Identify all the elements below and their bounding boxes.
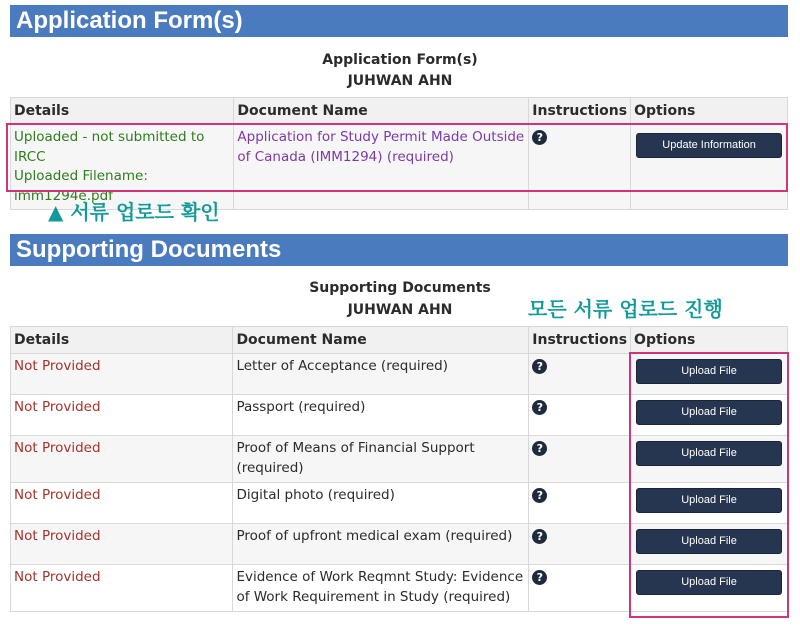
application-forms-caption-name: JUHWAN AHN xyxy=(347,73,453,89)
table-row xyxy=(11,565,788,612)
upload-file-button[interactable]: Upload File xyxy=(636,359,782,384)
update-information-button[interactable]: Update Information xyxy=(636,133,782,158)
document-name: Proof of upfront medical exam (required) xyxy=(233,524,529,565)
upload-status xyxy=(11,125,234,210)
application-forms-table xyxy=(10,97,788,210)
table-row xyxy=(11,524,788,565)
question-circle-icon[interactable]: ? xyxy=(532,441,547,456)
instructions-cell xyxy=(529,483,631,524)
column-header-details: Details xyxy=(11,327,233,354)
uploaded-filename: imm1294e.pdf xyxy=(14,187,113,204)
upload-file-button[interactable]: Upload File xyxy=(636,529,782,554)
document-link[interactable]: Application for Study Permit Made Outside of Canada (IMM1294) (required) xyxy=(237,129,525,165)
document-name: Evidence of Work Reqmnt Study: Evidence of Work Requirement in Study (required) xyxy=(233,565,529,612)
question-circle-icon[interactable]: ? xyxy=(532,570,547,585)
document-status: Not Provided xyxy=(11,354,233,395)
options-cell xyxy=(631,436,788,483)
options-cell xyxy=(631,524,788,565)
table-row xyxy=(11,125,788,210)
instructions-cell xyxy=(529,125,631,210)
column-header-document-name: Document Name xyxy=(233,327,529,354)
instructions-cell xyxy=(529,524,631,565)
document-status: Not Provided xyxy=(11,436,233,483)
instructions-cell xyxy=(529,436,631,483)
column-header-options: Options xyxy=(631,327,788,354)
table-header-row xyxy=(11,98,788,125)
supporting-documents-table xyxy=(10,326,788,612)
options-cell xyxy=(631,125,788,210)
options-cell xyxy=(631,565,788,612)
status-line: Uploaded Filename: xyxy=(14,168,148,184)
document-status: Not Provided xyxy=(11,565,233,612)
table-row xyxy=(11,354,788,395)
table-header-row xyxy=(11,327,788,354)
options-cell xyxy=(631,354,788,395)
column-header-instructions: Instructions xyxy=(529,98,631,125)
question-circle-icon[interactable]: ? xyxy=(532,488,547,503)
instructions-cell xyxy=(529,354,631,395)
question-circle-icon[interactable]: ? xyxy=(532,400,547,415)
column-header-document-name: Document Name xyxy=(234,98,529,125)
instructions-cell xyxy=(529,565,631,612)
column-header-details: Details xyxy=(11,98,234,125)
question-circle-icon[interactable]: ? xyxy=(532,130,547,145)
document-name: Digital photo (required) xyxy=(233,483,529,524)
application-forms-header: Application Form(s) xyxy=(10,5,788,37)
document-status: Not Provided xyxy=(11,524,233,565)
supporting-documents-caption-name: JUHWAN AHN xyxy=(347,302,453,318)
question-circle-icon[interactable]: ? xyxy=(532,529,547,544)
document-status: Not Provided xyxy=(11,483,233,524)
upload-file-button[interactable]: Upload File xyxy=(636,400,782,425)
document-name: Proof of Means of Financial Support (required) xyxy=(233,436,529,483)
options-cell xyxy=(631,483,788,524)
options-cell xyxy=(631,395,788,436)
upload-file-button[interactable]: Upload File xyxy=(636,441,782,466)
annotation-upload-confirm: ▲ 서류 업로드 확인 xyxy=(48,200,220,224)
application-forms-caption-title: Application Form(s) xyxy=(322,52,478,68)
instructions-cell xyxy=(529,395,631,436)
upload-file-button[interactable]: Upload File xyxy=(636,488,782,513)
document-name-cell xyxy=(234,125,529,210)
table-row xyxy=(11,483,788,524)
supporting-documents-caption-title: Supporting Documents xyxy=(309,280,491,296)
upload-file-button[interactable]: Upload File xyxy=(636,570,782,595)
question-circle-icon[interactable]: ? xyxy=(532,359,547,374)
status-line: Uploaded - not submitted to IRCC xyxy=(14,129,205,165)
document-name: Passport (required) xyxy=(233,395,529,436)
table-row xyxy=(11,395,788,436)
supporting-documents-header: Supporting Documents xyxy=(10,234,788,266)
column-header-options: Options xyxy=(631,98,788,125)
document-name: Letter of Acceptance (required) xyxy=(233,354,529,395)
column-header-instructions: Instructions xyxy=(529,327,631,354)
annotation-upload-all: 모든 서류 업로드 진행 xyxy=(528,297,723,321)
table-row xyxy=(11,436,788,483)
document-status: Not Provided xyxy=(11,395,233,436)
